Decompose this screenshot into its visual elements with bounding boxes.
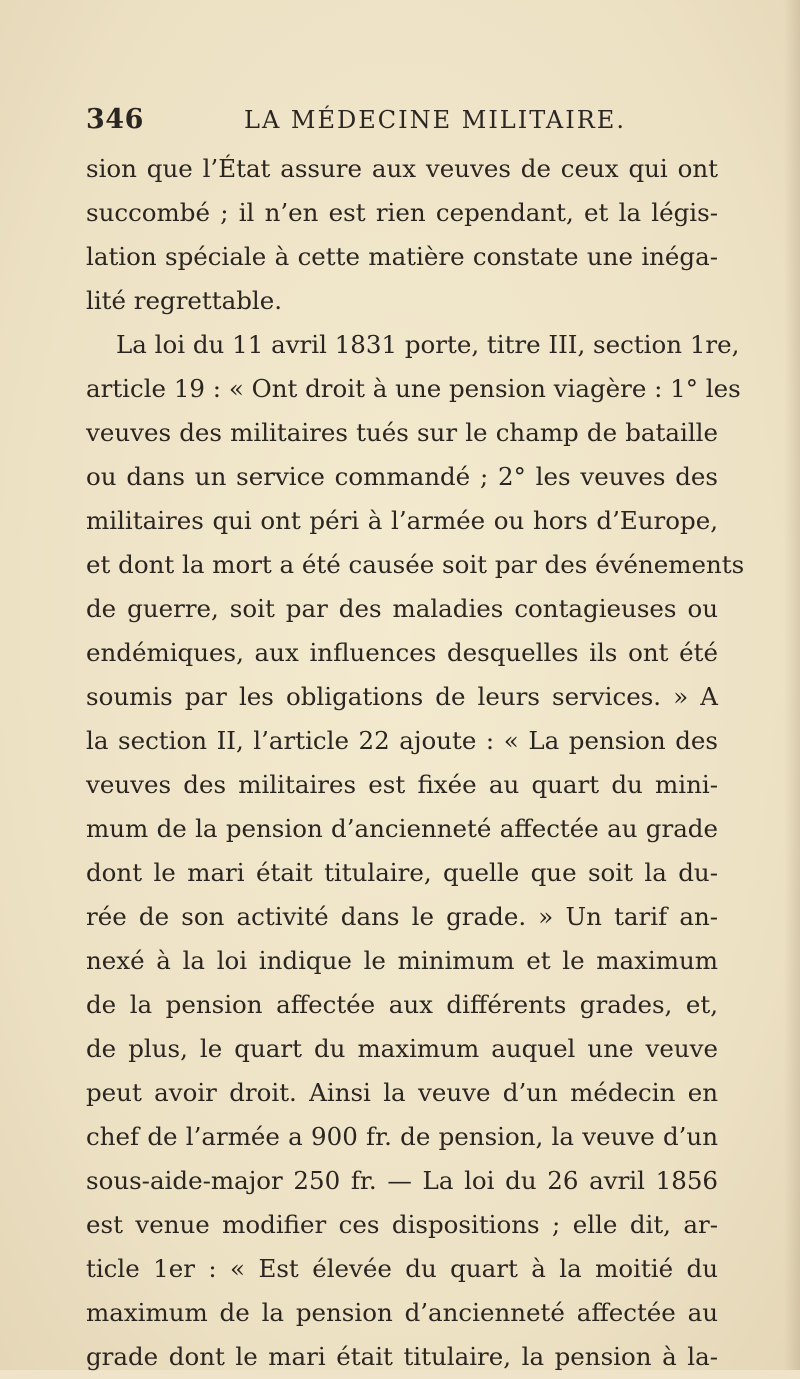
text-line: La loi du 11 avril 1831 porte, titre III, section 1re,: [116, 330, 740, 359]
text-line: rée de son activité dans le grade. » Un tarif an-: [86, 902, 718, 931]
text-line: est venue modifier ces dispositions ; elle dit, ar-: [86, 1210, 718, 1239]
page-edge-shadow: [784, 0, 800, 1370]
running-title: LA MÉDECINE MILITAIRE.: [244, 106, 626, 134]
text-line: nexé à la loi indique le minimum et le maximum: [86, 946, 718, 975]
text-line: succombé ; il n’en est rien cependant, et la légis-: [86, 198, 718, 227]
text-line: lité regrettable.: [86, 286, 283, 315]
text-line: mum de la pension d’ancienneté affectée au grade: [86, 814, 718, 843]
text-line: de guerre, soit par des maladies contagieuses ou: [86, 594, 718, 623]
text-line: lation spéciale à cette matière constate une inéga-: [86, 242, 718, 271]
text-line: de la pension affectée aux différents grades, et,: [86, 990, 718, 1019]
text-line: maximum de la pension d’ancienneté affectée au: [86, 1298, 718, 1327]
text-line: ticle 1er : « Est élevée du quart à la moitié du: [86, 1254, 718, 1283]
text-line: peut avoir droit. Ainsi la veuve d’un médecin en: [86, 1078, 718, 1107]
text-line: grade dont le mari était titulaire, la pension à la-: [86, 1342, 718, 1371]
text-line: veuves des militaires est fixée au quart du mini-: [86, 770, 718, 799]
body-text: [86, 147, 745, 1379]
text-line: ou dans un service commandé ; 2° les veuves des: [86, 462, 718, 491]
text-line: la section II, l’article 22 ajoute : « La pension des: [86, 726, 718, 755]
text-line: veuves des militaires tués sur le champ de bataille: [86, 418, 718, 447]
text-line: sion que l’État assure aux veuves de ceux qui ont: [86, 154, 718, 183]
text-line: de plus, le quart du maximum auquel une veuve: [86, 1034, 718, 1063]
text-line: soumis par les obligations de leurs services. » A: [86, 682, 718, 711]
page-header: [86, 104, 716, 144]
text-line: chef de l’armée a 900 fr. de pension, la veuve d’un: [86, 1122, 718, 1151]
text-line: sous-aide-major 250 fr. — La loi du 26 avril 1856: [86, 1166, 718, 1195]
text-line: et dont la mort a été causée soit par des événements: [86, 550, 745, 579]
text-line: militaires qui ont péri à l’armée ou hors d’Europe,: [86, 506, 718, 535]
text-line: article 19 : « Ont droit à une pension viagère : 1° les: [86, 374, 741, 403]
page-number: 346: [86, 104, 144, 135]
text-line: dont le mari était titulaire, quelle que soit la du-: [86, 858, 718, 887]
text-line: endémiques, aux influences desquelles ils ont été: [86, 638, 718, 667]
